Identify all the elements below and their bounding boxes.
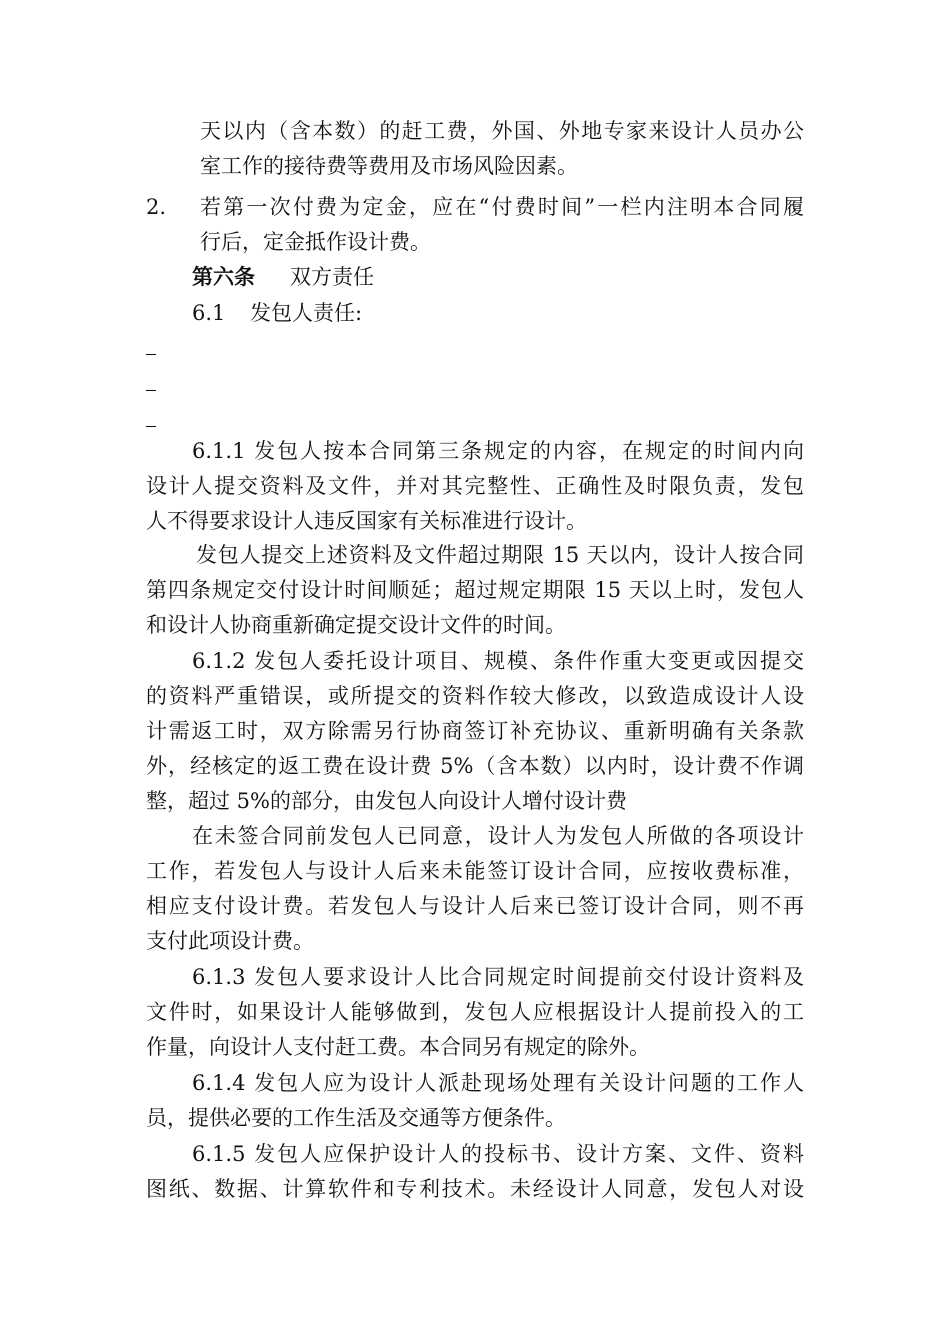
article-6-label: 第六条 (192, 265, 255, 289)
para-6-1-2b-line-4: 支付此项设计费。 (146, 929, 314, 953)
para-6-1-1b-line-2: 第四条规定交付设计时间顺延；超过规定期限 15 天以上时，发包人 (146, 578, 804, 602)
dash-mark (146, 390, 156, 391)
para-6-1-2-line-2: 的资料严重错误，或所提交的资料作较大修改，以致造成设计人设 (146, 684, 804, 708)
para-6-1-1-line-2: 设计人提交资料及文件，并对其完整性、正确性及时限负责，发包 (146, 474, 804, 498)
item-2-line-2: 行后，定金抵作设计费。 (200, 230, 431, 254)
para-6-1-2b-line-2: 工作，若发包人与设计人后来未能签订设计合同，应按收费标准， (146, 859, 804, 883)
section-6-1-title: 发包人责任: (250, 301, 363, 325)
para-6-1-3-line-1: 6.1.3 发包人要求设计人比合同规定时间提前交付设计资料及 (192, 965, 804, 989)
para-6-1-2b-line-1: 在未签合同前发包人已同意，设计人为发包人所做的各项设计 (192, 824, 804, 848)
item-2-number: 2. (146, 195, 167, 219)
para-6-1-5-line-2: 图纸、数据、计算软件和专利技术。未经设计人同意，发包人对设 (146, 1177, 804, 1201)
article-6-title: 双方责任 (290, 265, 374, 289)
para-6-1-3-line-2: 文件时，如果设计人能够做到，发包人应根据设计人提前投入的工 (146, 1000, 804, 1024)
para-6-1-2b-line-3: 相应支付设计费。若发包人与设计人后来已签订设计合同，则不再 (146, 894, 804, 918)
para-6-1-2-line-3: 计需返工时，双方除需另行协商签订补充协议、重新明确有关条款 (146, 719, 804, 743)
item-2-line-1: 若第一次付费为定金，应在“付费时间”一栏内注明本合同履 (200, 195, 804, 219)
dash-mark (146, 354, 156, 355)
intro-line-1: 天以内（含本数）的赶工费，外国、外地专家来设计人员办公 (200, 119, 804, 143)
para-6-1-1-line-3: 人不得要求设计人违反国家有关标准进行设计。 (146, 509, 587, 533)
para-6-1-3-line-3: 作量，向设计人支付赶工费。本合同另有规定的除外。 (146, 1035, 650, 1059)
para-6-1-2-line-4: 外，经核定的返工费在设计费 5%（含本数）以内时，设计费不作调 (146, 754, 804, 778)
para-6-1-1-line-1: 6.1.1 发包人按本合同第三条规定的内容，在规定的时间内向 (192, 439, 804, 463)
para-6-1-2-line-5: 整，超过 5%的部分，由发包人向设计人增付设计费 (146, 789, 627, 813)
para-6-1-1b-line-1: 发包人提交上述资料及文件超过期限 15 天以内，设计人按合同 (196, 543, 804, 567)
para-6-1-1b-line-3: 和设计人协商重新确定提交设计文件的时间。 (146, 613, 566, 637)
para-6-1-4-line-1: 6.1.4 发包人应为设计人派赴现场处理有关设计问题的工作人 (192, 1071, 804, 1095)
para-6-1-2-line-1: 6.1.2 发包人委托设计项目、规模、条件作重大变更或因提交 (192, 649, 804, 673)
dash-mark (146, 426, 156, 427)
para-6-1-4-line-2: 员，提供必要的工作生活及交通等方便条件。 (146, 1106, 566, 1130)
section-6-1-number: 6.1 (192, 301, 226, 325)
intro-line-2: 室工作的接待费等费用及市场风险因素。 (200, 154, 578, 178)
para-6-1-5-line-1: 6.1.5 发包人应保护设计人的投标书、设计方案、文件、资料 (192, 1142, 804, 1166)
